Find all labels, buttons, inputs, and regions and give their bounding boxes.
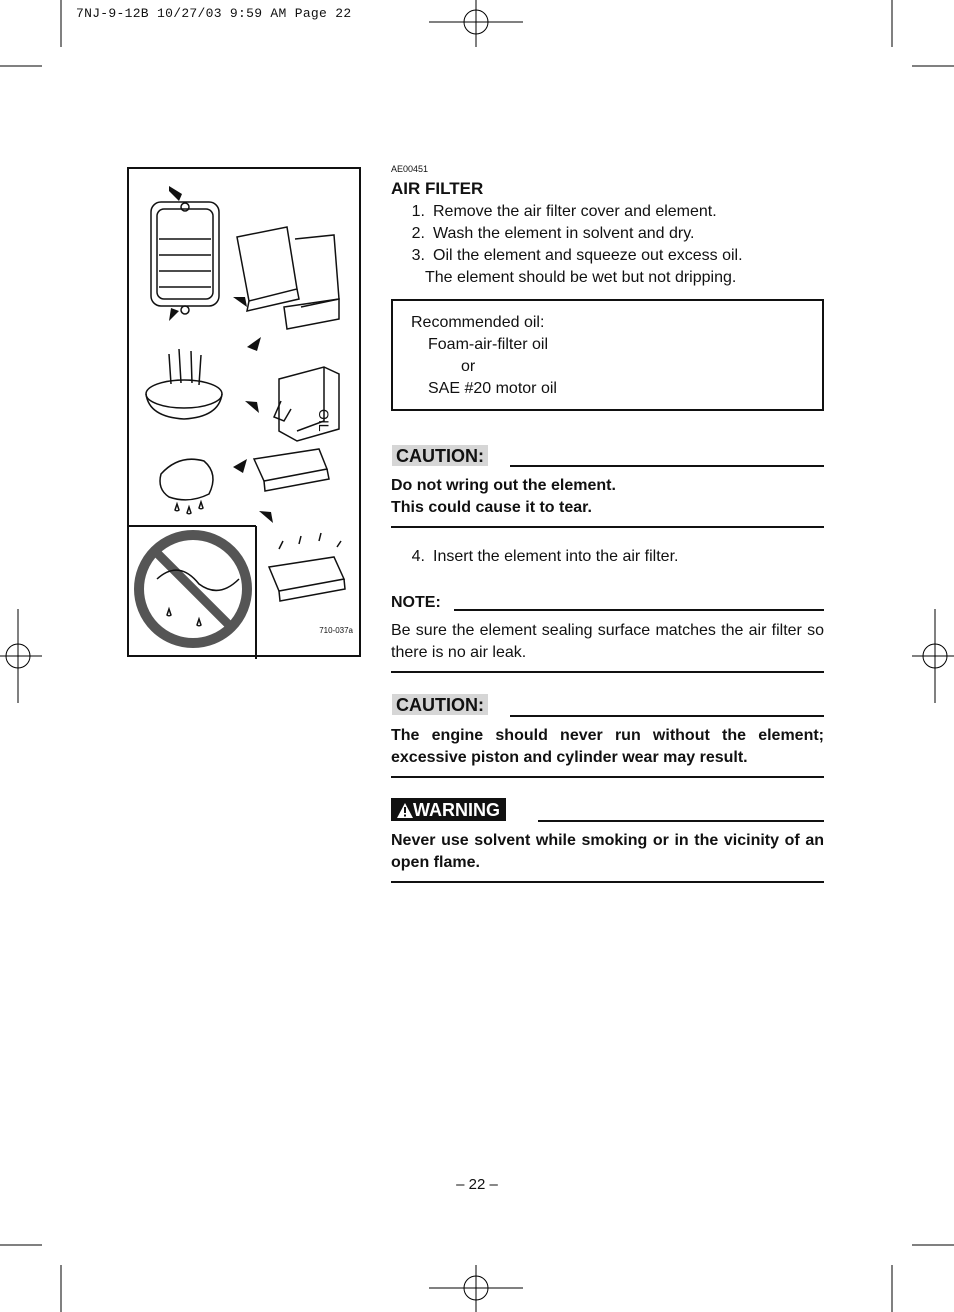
recommended-oil-box xyxy=(391,299,824,411)
printer-slug: 7NJ-9-12B 10/27/03 9:59 AM Page 22 xyxy=(76,6,352,21)
warning-triangle-icon xyxy=(397,803,413,818)
caution-label: CAUTION: xyxy=(392,445,488,466)
step-text: Remove the air filter cover and element. xyxy=(433,203,717,220)
warning-end-rule xyxy=(391,881,824,883)
caution-1-header-rule xyxy=(510,465,824,467)
step-number: 1. xyxy=(411,203,425,220)
caution-1-line-2: This could cause it to tear. xyxy=(391,499,592,516)
warning-label: WARNING xyxy=(413,800,500,820)
step-text: The element should be wet but not dripping. xyxy=(425,269,737,286)
air-filter-illustration xyxy=(127,167,361,657)
step-number: 2. xyxy=(411,225,425,242)
steps-list xyxy=(391,201,824,289)
step-text: Wash the element in solvent and dry. xyxy=(433,225,695,242)
step-1 xyxy=(391,201,824,223)
note-header-rule xyxy=(454,609,824,611)
step-3 xyxy=(391,245,824,267)
oil-can-label: OIL xyxy=(316,409,332,432)
warning-text: Never use solvent while smoking or in the vicinity of an open flame. xyxy=(391,832,824,871)
step-number: 3. xyxy=(411,247,425,264)
step-4 xyxy=(391,546,824,568)
caution-1-line-1: Do not wring out the element. xyxy=(391,477,616,494)
step-number: 4. xyxy=(411,548,425,565)
oil-option-2: SAE #20 motor oil xyxy=(428,380,557,397)
caution-2-header-rule xyxy=(510,715,824,717)
section-title: AIR FILTER xyxy=(391,179,484,198)
step-2 xyxy=(391,223,824,245)
warning-tag xyxy=(391,798,506,821)
warning-header xyxy=(391,798,506,821)
page-number: – 22 – xyxy=(456,1176,498,1193)
oil-or: or xyxy=(461,358,476,375)
step-text: Oil the element and squeeze out excess oil. xyxy=(433,247,743,264)
caution-label: CAUTION: xyxy=(392,694,488,715)
caution-1-end-rule xyxy=(391,526,824,528)
step-text: Insert the element into the air filter. xyxy=(433,548,679,565)
note-end-rule xyxy=(391,671,824,673)
caution-2-header xyxy=(392,694,488,716)
caution-2-end-rule xyxy=(391,776,824,778)
warning-header-rule xyxy=(538,820,824,822)
figure-code: 710-037a xyxy=(319,626,353,635)
oil-box-label: Recommended oil: xyxy=(411,314,545,331)
step-3-continued xyxy=(391,267,824,289)
note-text: Be sure the element sealing surface matches the air filter so there is no air leak. xyxy=(391,622,824,661)
oil-option-1: Foam-air-filter oil xyxy=(428,336,549,353)
caution-2-text: The engine should never run without the element; excessive piston and cylinder wear may result. xyxy=(391,727,824,766)
caution-1-text xyxy=(391,475,824,519)
note-label: NOTE: xyxy=(391,594,441,611)
caution-1-header xyxy=(392,445,488,467)
air-filter-drawing xyxy=(129,169,363,659)
section-code: AE00451 xyxy=(391,164,429,174)
